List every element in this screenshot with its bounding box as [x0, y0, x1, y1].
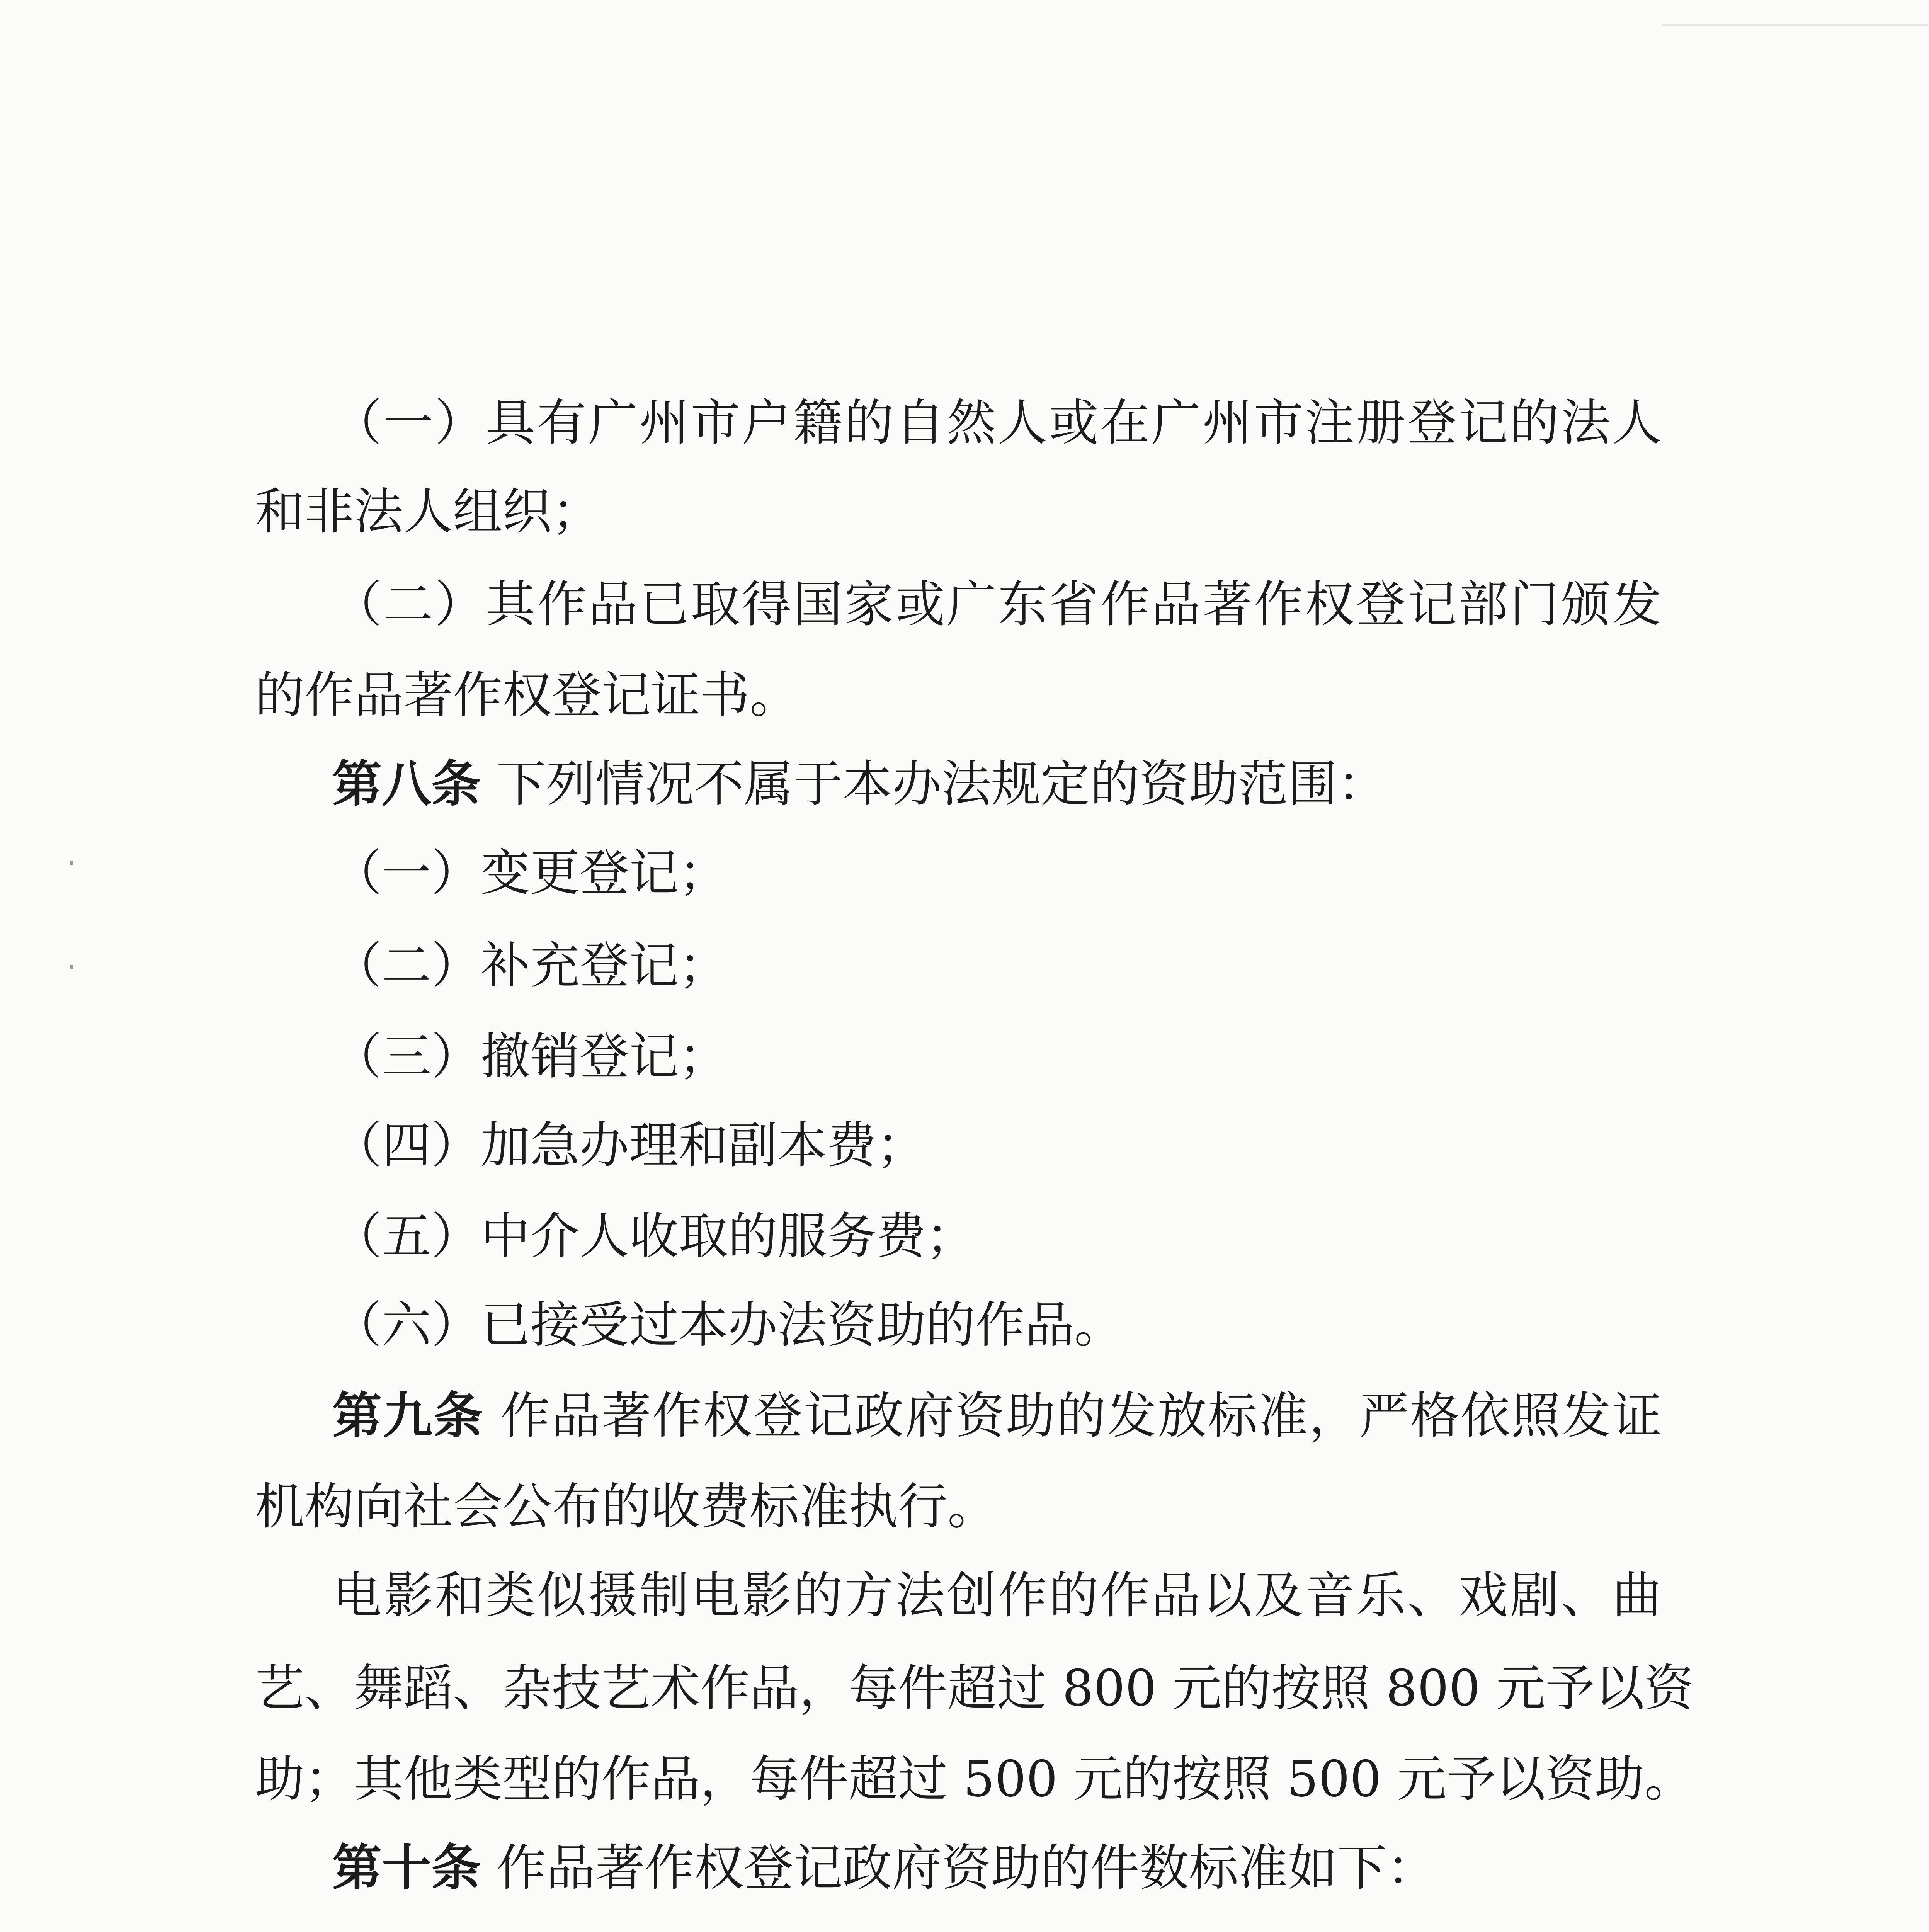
article-nine-text: 作品著作权登记政府资助的发放标准，严格依照发证	[500, 1387, 1662, 1445]
body-line-7: （二）补充登记；	[332, 937, 728, 995]
body-line-2: 和非法人组织；	[255, 483, 602, 541]
scan-top-line	[1662, 24, 1928, 26]
body-line-14: 电影和类似摄制电影的方法创作的作品以及音乐、戏剧、曲	[332, 1567, 1662, 1624]
body-line-15: 艺、舞蹈、杂技艺术作品，每件超过 800 元的按照 800 元予以资	[255, 1660, 1694, 1717]
body-line-11: （六）已接受过本办法资助的作品。	[332, 1296, 1124, 1354]
body-line-8: （三）撤销登记；	[332, 1028, 728, 1085]
body-line-6: （一）变更登记；	[332, 844, 728, 902]
article-eight-paragraph	[332, 752, 1387, 817]
article-ten-heading: 第十条	[332, 1839, 481, 1897]
article-nine-paragraph	[332, 1383, 1662, 1449]
body-line-10: （五）中介人收取的服务费；	[332, 1208, 976, 1265]
margin-mark	[70, 861, 73, 865]
body-line-1: （一）具有广州市户籍的自然人或在广州市注册登记的法人	[332, 394, 1662, 452]
body-line-16: 助；其他类型的作品，每件超过 500 元的按照 500 元予以资助。	[255, 1750, 1694, 1808]
article-ten-paragraph	[332, 1835, 1436, 1901]
article-eight-text: 下列情况不属于本办法规定的资助范围：	[496, 755, 1387, 813]
margin-mark	[70, 965, 73, 969]
article-eight-heading: 第八条	[332, 755, 481, 813]
body-line-3: （二）其作品已取得国家或广东省作品著作权登记部门颁发	[332, 576, 1662, 633]
body-line-13: 机构向社会公布的收费标准执行。	[255, 1478, 997, 1536]
article-ten-text: 作品著作权登记政府资助的件数标准如下：	[496, 1839, 1436, 1897]
body-line-18	[332, 1928, 1662, 1932]
body-line-4: 的作品著作权登记证书。	[255, 667, 799, 724]
body-line-9: （四）加急办理和副本费；	[332, 1117, 926, 1174]
article-nine-heading: 第九条	[332, 1387, 484, 1445]
document-page	[255, 0, 1694, 1932]
